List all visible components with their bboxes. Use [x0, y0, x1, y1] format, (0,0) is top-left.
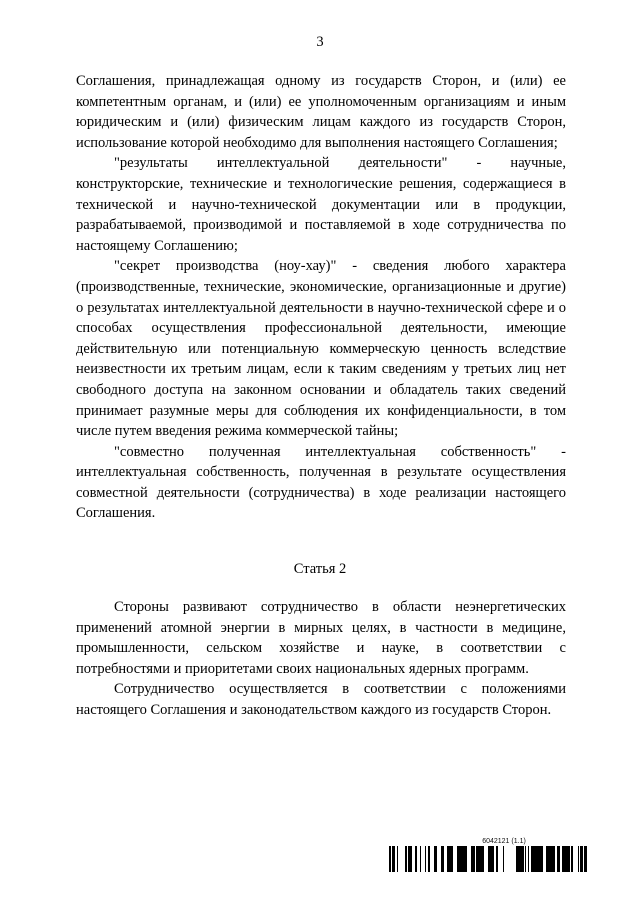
article-2-section — [76, 597, 566, 721]
paragraph-definition-joint-ip: "совместно полученная интеллектуальная собственность" - интеллектуальная собственность, полученная в результате осуществления совместной деятельности (сотрудничества) в ходе реализации настоящего Соглашения. — [76, 443, 566, 522]
paragraph-definition-results: "результаты интеллектуальной деятельности" - научные, конструкторские, технические и технологические решения, содержащиеся в технической и научно-технической документации или в продукции, разрабатываемой, производимой и поставляемой в ходе сотрудничества по настоящему Соглашению; — [76, 155, 566, 254]
page-number: 3 — [316, 34, 324, 50]
definitions-section — [76, 71, 566, 524]
article-heading: Статья 2 — [293, 561, 347, 577]
paragraph-cooperation-compliance: Сотрудничество осуществляется в соответствии с положениями настоящего Соглашения и законодательством каждого из государств Сторон. — [76, 681, 566, 718]
paragraph-definition-know-how: "секрет производства (ноу-хау)" - сведения любого характера (производственные, технические, экономические, организационные и другие) о результатах интеллектуальной деятельности в научно-технической сфере и о способах осуществления профессиональной деятельности, имеющие действительную или потенциальную коммерческую ценность вследствие неизвестности их третьим лицам, если к таким сведениям у третьих лиц нет свободного доступа на законном основании и обладатель таких сведений принимает разумные меры для соблюдения их конфиденциальности, в том числе путем введения режима коммерческой тайны; — [76, 258, 566, 440]
barcode-code: 6042121 (1.1) — [482, 838, 526, 845]
barcode-block — [389, 837, 589, 872]
paragraph-cooperation-areas: Стороны развивают сотрудничество в области неэнергетических применений атомной энергии в мирных целях, в частности в медицине, промышленности, сельском хозяйстве и науке, в соответствии с потребностями и приоритетами своих национальных ядерных программ. — [76, 599, 566, 677]
paragraph-continuation: Соглашения, принадлежащая одному из государств Сторон, и (или) ее компетентным органам, и (или) ее уполномоченным организациям и иным юридическим и (или) физическим лицам каждого из государств Сторон, использование которой необходимо для выполнения настоящего Соглашения; — [76, 73, 566, 151]
barcode-icon — [389, 846, 589, 872]
